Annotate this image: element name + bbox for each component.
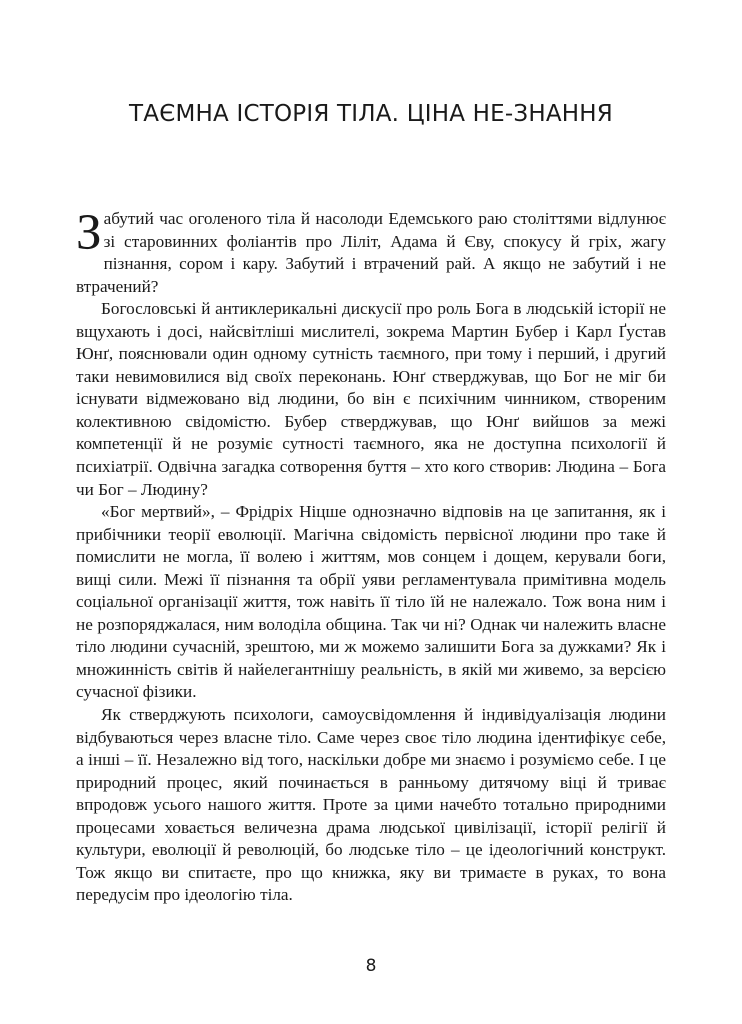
paragraph-1 (76, 205, 666, 298)
page-number: 8 (365, 956, 377, 976)
drop-cap: З (76, 205, 102, 261)
paragraph-1-text: абутий час оголеного тіла й насолоди Едемського раю століттями відлунює зі старовинних фоліантів про Ліліт, Адама й Єву, спокусу й гріх, жагу пізнання, сором і кару. Забутий і втрачений рай. А якщо не забутий і не втрачений? (76, 209, 666, 296)
chapter-body (76, 205, 666, 907)
chapter-title: ТАЄМНА ІСТОРІЯ ТІЛА. ЦІНА НЕ-ЗНАННЯ (129, 101, 613, 127)
paragraph-4: Як стверджують психологи, самоусвідомлення й індивідуалізація людини відбуваються через власне тіло. Саме через своє тіло людина ідентифікує себе, а інші – її. Незалежно від того, наскільки добре ми знаємо і розуміємо себе. І це природний процес, який починається в ранньому дитячому віці й триває впродовж усього нашого життя. Проте за цими начебто тотально природними процесами ховається величезна драма людської цивілізації, історії релігії й культури, еволюції й революцій, бо людське тіло – це ідеологічний конструкт. Тож якщо ви спитаєте, про що книжка, яку ви тримаєте в руках, то вона передусім про ідеологію тіла. (76, 705, 666, 905)
paragraph-2: Богословські й антиклерикальні дискусії про роль Бога в людській історії не вщухають і досі, найсвітліші мислителі, зокрема Мартин Бубер і Карл Ґустав Юнґ, пояснювали один одному сутність таємного, при тому і перший, і другий таки невимовилися від своїх переконань. Юнґ стверджував, що Бог не міг би існувати відмежовано від людини, бо він є психічним чинником, створеним колективною свідомістю. Бубер стверджував, що Юнґ вийшов за межі компетенції й не розуміє сутності таємного, яка не доступна психології й психіатрії. Одвічна загадка сотворення буття – хто кого створив: Людина – Бога чи Бог – Людину? (76, 299, 666, 499)
paragraph-3: «Бог мертвий», – Фрідріх Ніцше однозначно відповів на це запитання, як і прибічники теорії еволюції. Магічна свідомість первісної людини про таке й помислити не могла, її волею і життям, мов сонцем і дощем, керували боги, вищі сили. Межі її пізнання та обрії уяви регламентувала примітивна модель соціальної організації життя, тож навіть її тіло їй не належало. Тож вона ним і не розпоряджалася, ним володіла община. Так чи ні? Однак чи належить власне тіло людини сучасній, зрештою, ми ж можемо залишити Бога за дужками? Як і множинність світів й найелегантнішу реальність, в якій ми живемо, за версією сучасної фізики. (76, 502, 666, 702)
